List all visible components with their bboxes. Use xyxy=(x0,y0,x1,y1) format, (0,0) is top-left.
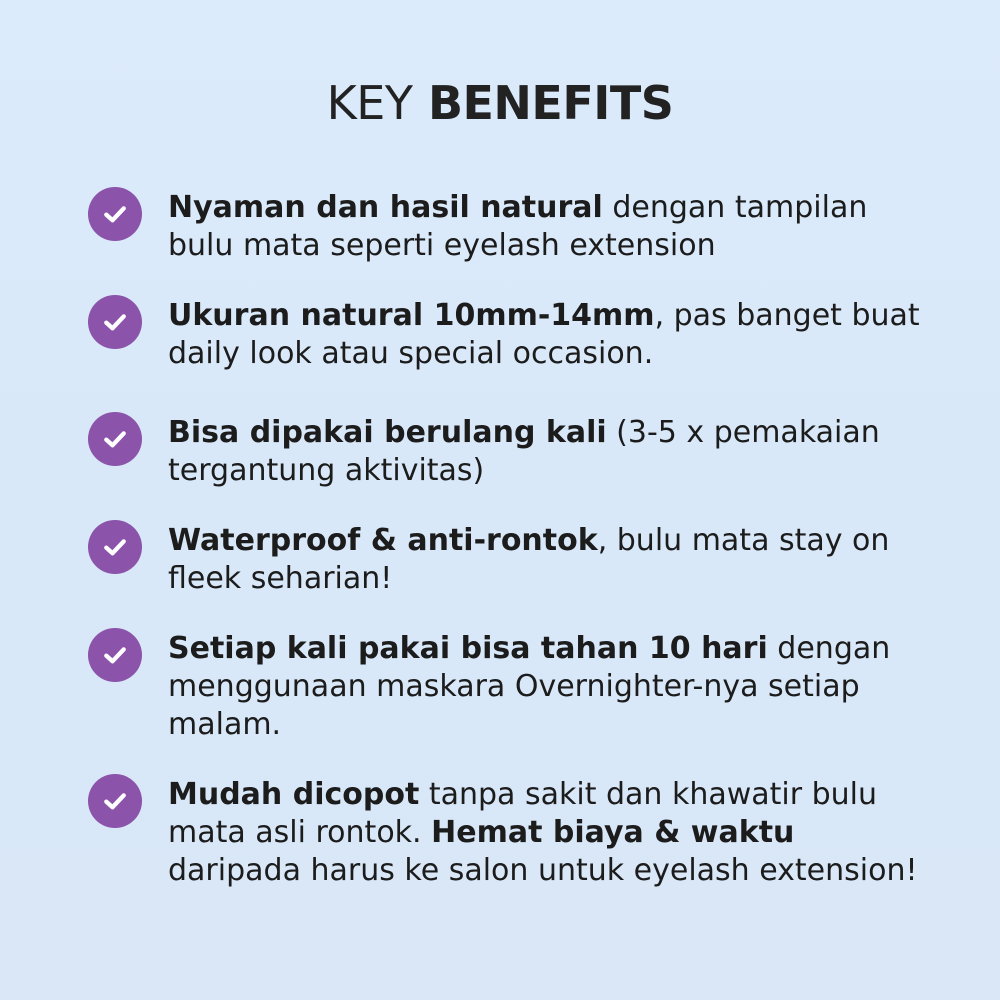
benefit-normal: , pas banget buat daily look atau special occasion. xyxy=(168,298,920,371)
page-title xyxy=(0,76,1000,130)
benefit-item-4 xyxy=(88,522,948,598)
benefit-normal: , bulu mata stay on fleek seharian! xyxy=(168,523,890,596)
title-bold: BENEFITS xyxy=(427,76,674,130)
check-circle-icon xyxy=(88,628,142,682)
benefit-bold: Waterproof & anti-rontok xyxy=(168,523,598,558)
check-circle-icon xyxy=(88,520,142,574)
benefit-text xyxy=(168,189,928,265)
benefit-item-1 xyxy=(88,189,948,265)
benefit-bold: Ukuran natural 10mm-14mm xyxy=(168,298,655,333)
benefit-text xyxy=(168,297,928,373)
benefit-text xyxy=(168,776,928,890)
benefit-text xyxy=(168,414,928,490)
benefit-item-6 xyxy=(88,776,948,890)
benefit-bold: Setiap kali pakai bisa tahan 10 hari xyxy=(168,631,768,666)
benefit-text xyxy=(168,630,928,744)
title-light: KEY xyxy=(326,76,413,130)
benefit-normal: dengan menggunaan maskara Overnighter-nya setiap malam. xyxy=(168,631,891,742)
check-circle-icon xyxy=(88,774,142,828)
benefit-bold: Mudah dicopot xyxy=(168,777,420,812)
benefit-item-3 xyxy=(88,414,948,490)
benefit-normal: dengan tampilan bulu mata seperti eyelash extension xyxy=(168,190,868,263)
check-circle-icon xyxy=(88,187,142,241)
benefit-normal: (3-5 x pemakaian tergantung aktivitas) xyxy=(168,415,880,488)
benefit-bold: Bisa dipakai berulang kali xyxy=(168,415,607,450)
check-circle-icon xyxy=(88,295,142,349)
benefit-bold-2: Hemat biaya & waktu xyxy=(431,815,795,850)
check-circle-icon xyxy=(88,412,142,466)
benefit-item-5 xyxy=(88,630,948,744)
benefit-bold: Nyaman dan hasil natural xyxy=(168,190,603,225)
benefit-item-2 xyxy=(88,297,948,373)
benefit-text xyxy=(168,522,928,598)
benefit-normal: tanpa sakit dan khawatir bulu mata asli rontok. xyxy=(168,777,878,850)
benefit-normal-2: daripada harus ke salon untuk eyelash extension! xyxy=(168,853,918,888)
